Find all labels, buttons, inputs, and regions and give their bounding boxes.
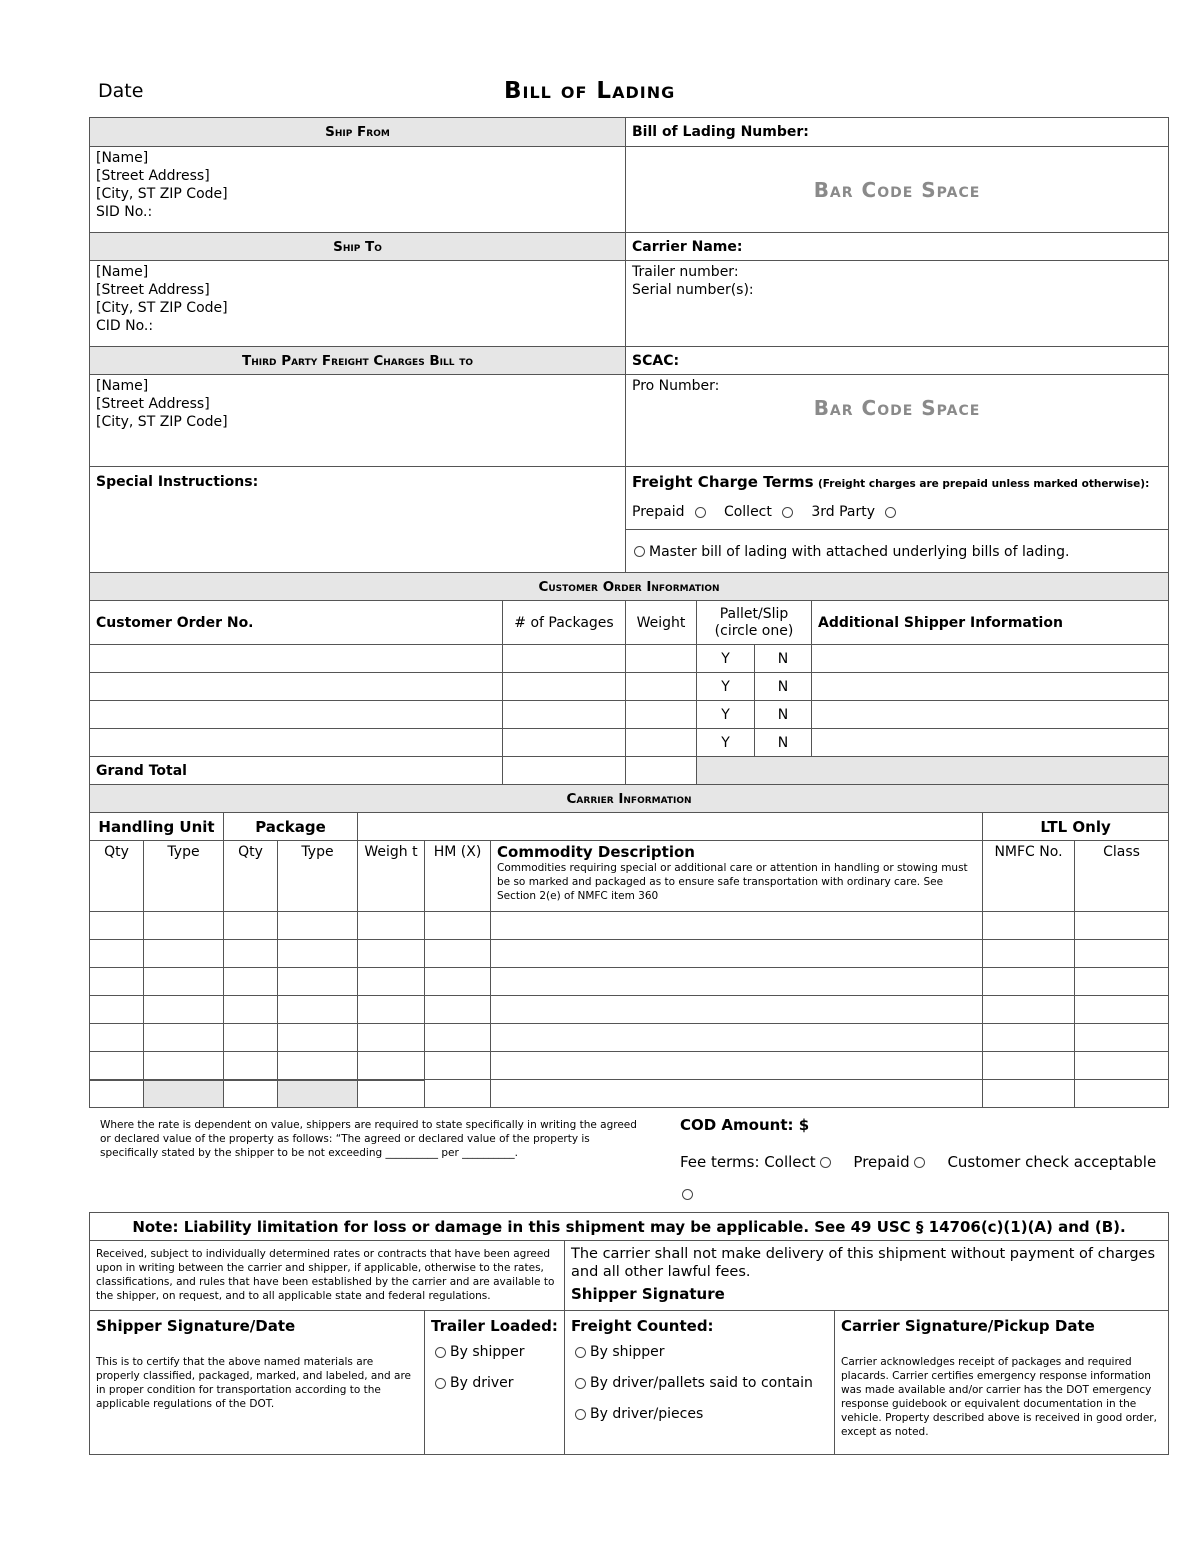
additional-info-cell[interactable] [812,729,1169,757]
hu-type-cell[interactable] [144,912,224,940]
pallet-no[interactable]: N [755,673,812,701]
nmfc-cell[interactable] [983,940,1075,968]
master-bol-radio[interactable] [634,546,645,557]
weight-header: Weight [626,601,697,645]
third-party-street: [Street Address] [96,396,210,412]
trailer-by-driver-radio[interactable] [435,1378,446,1389]
commodity-cell[interactable] [491,996,983,1024]
ship-to-street: [Street Address] [96,282,210,298]
hu-type-header: Type [144,841,224,912]
hu-qty-total[interactable] [90,1080,144,1108]
scac-label[interactable]: SCAC: [626,347,1169,375]
table-row [90,701,1169,729]
commodity-cell[interactable] [491,968,983,996]
hu-type-cell[interactable] [144,1024,224,1052]
hu-type-cell[interactable] [144,968,224,996]
trailer-loaded-label: Trailer Loaded: [431,1317,558,1335]
master-bol-text: Master bill of lading with attached underlying bills of lading. [649,543,1070,560]
delivery-signature-cell[interactable] [565,1241,1169,1311]
freight-counted-cell [565,1311,835,1455]
liability-note: Note: Liability limitation for loss or damage in this shipment may be applicable. See 49 USC § 14706(c)(1)(A) and (B). [90,1213,1169,1241]
fee-prepaid-label: Prepaid [853,1153,910,1171]
nmfc-cell[interactable] [983,968,1075,996]
special-instructions-label: Special Instructions: [96,474,259,490]
third-party-name: [Name] [96,378,149,394]
customer-check-label: Customer check acceptable [947,1153,1157,1171]
weight-cell[interactable] [358,996,425,1024]
pkg-qty-total[interactable] [224,1080,278,1108]
pkg-type-cell[interactable] [278,968,358,996]
prepaid-radio[interactable] [695,507,706,518]
hm-cell[interactable] [425,968,491,996]
weight-cell[interactable] [626,673,697,701]
counted-by-shipper-radio[interactable] [575,1347,586,1358]
nmfc-header: NMFC No. [983,841,1075,912]
ltl-only-header: LTL Only [983,813,1169,841]
pallet-no[interactable]: N [755,645,812,673]
hm-cell[interactable] [425,996,491,1024]
packages-header: # of Packages [503,601,626,645]
grand-total-shaded [697,757,1169,785]
pkg-type-shaded [278,1080,358,1108]
carrier-info-heading: Carrier Information [90,785,1169,813]
packages-cell[interactable] [503,645,626,673]
shipper-signature-date-label: Shipper Signature/Date [96,1317,296,1335]
packages-cell[interactable] [503,729,626,757]
hm-total [425,1080,491,1108]
weight-total[interactable] [358,1080,425,1108]
nmfc-cell[interactable] [983,1052,1075,1080]
carrier-total-row [90,1080,1169,1108]
customer-order-table [89,572,1169,785]
weight-cell[interactable] [358,1052,425,1080]
pkg-qty-cell[interactable] [224,1052,278,1080]
class-cell[interactable] [1075,912,1169,940]
table-row [90,645,1169,673]
freight-terms-note: (Freight charges are prepaid unless marked otherwise): [817,478,1150,490]
special-instructions-cell[interactable] [90,467,626,574]
additional-info-cell[interactable] [812,645,1169,673]
commodity-total [491,1080,983,1108]
bol-number-label[interactable]: Bill of Lading Number: [626,118,1169,147]
hu-type-cell[interactable] [144,996,224,1024]
shipper-signature-date-cell[interactable] [90,1311,425,1455]
trailer-by-shipper-radio[interactable] [435,1347,446,1358]
carrier-signature-cell[interactable] [835,1311,1169,1455]
shipper-signature-label: Shipper Signature [571,1285,725,1303]
hm-cell[interactable] [425,1052,491,1080]
commodity-note: Commodities requiring special or additional care or attention in handling or stowing must be so marked and packaged as to ensure safe transportation with ordinary care. See Section 2(e) of NMFC item 360 [497,862,968,902]
pkg-qty-cell[interactable] [224,940,278,968]
carrier-delivery-text: The carrier shall not make delivery of this shipment without payment of charges and all other lawful fees. [571,1246,1156,1280]
bol-bar-code-space: Bar Code Space [626,147,1169,233]
pro-number-cell[interactable] [626,375,1169,467]
hu-type-cell[interactable] [144,940,224,968]
hu-qty-cell[interactable] [90,940,144,968]
carrier-header-blank [358,813,983,841]
packages-cell[interactable] [503,673,626,701]
carrier-signature-label: Carrier Signature/Pickup Date [841,1317,1095,1335]
order-no-cell[interactable] [90,645,503,673]
declared-value-note: Where the rate is dependent on value, shippers are required to state specifically in writing the agreed or declared value of the property as follows: “The agreed or declared value of the property is specifically stated by the shipper to be not exceeding __________ per __________. [100,1119,637,1159]
third-party-heading: Third Party Freight Charges Bill to [90,347,626,375]
third-party-city: [City, ST ZIP Code] [96,414,228,430]
pkg-qty-header: Qty [224,841,278,912]
nmfc-cell[interactable] [983,912,1075,940]
hm-cell[interactable] [425,912,491,940]
freight-terms-label: Freight Charge Terms [632,473,814,491]
table-row [90,729,1169,757]
third-party-address[interactable] [90,375,626,467]
counted-by-driver-pallets-label: By driver/pallets said to contain [590,1375,813,1391]
collect-option-label: Collect [723,504,772,520]
commodity-cell[interactable] [491,1052,983,1080]
pallet-no[interactable]: N [755,701,812,729]
weight-cell[interactable] [358,1024,425,1052]
ship-to-name: [Name] [96,264,149,280]
customer-order-heading: Customer Order Information [90,573,1169,601]
class-cell[interactable] [1075,1024,1169,1052]
hu-qty-header: Qty [90,841,144,912]
hu-type-cell[interactable] [144,1052,224,1080]
order-no-cell[interactable] [90,673,503,701]
carrier-info-table [89,784,1169,1108]
carrier-name-label[interactable]: Carrier Name: [626,233,1169,261]
carrier-acknowledgement-text: Carrier acknowledges receipt of packages and required placards. Carrier certifies emergency response information was made available and/or carrier has the DOT emergency response guidebook or equivalent documentation in the vehicle. Property described above is received in good order, except as noted. [841,1356,1157,1438]
commodity-cell[interactable] [491,940,983,968]
weight-cell[interactable] [626,645,697,673]
table-row [90,968,1169,996]
ship-from-city: [City, ST ZIP Code] [96,186,228,202]
class-cell[interactable] [1075,996,1169,1024]
hu-qty-cell[interactable] [90,1024,144,1052]
pallet-yes[interactable]: Y [697,701,755,729]
counted-by-driver-pieces-label: By driver/pieces [590,1406,704,1422]
ship-from-name: [Name] [96,150,149,166]
fee-terms-collect-label: Fee terms: Collect [680,1153,816,1171]
commodity-cell[interactable] [491,1024,983,1052]
pallet-yes[interactable]: Y [697,645,755,673]
trailer-loaded-cell [425,1311,565,1455]
customer-order-no-header: Customer Order No. [90,601,503,645]
nmfc-total [983,1080,1075,1108]
ship-info-table [89,117,1169,574]
hm-header: HM (X) [425,841,491,912]
package-header: Package [224,813,358,841]
trailer-by-shipper-label: By shipper [450,1344,525,1360]
third-party-option-label: 3rd Party [811,504,876,520]
additional-info-cell[interactable] [812,701,1169,729]
weight-cell[interactable] [358,968,425,996]
page-title: Bill of Lading [504,78,676,104]
cod-amount-label[interactable]: COD Amount: $ [680,1116,810,1134]
fee-collect-radio[interactable] [820,1157,831,1168]
pkg-type-header: Type [278,841,358,912]
additional-shipper-info-header: Additional Shipper Information [812,601,1169,645]
ship-from-sid: SID No.: [96,204,153,220]
shipper-certification-text: This is to certify that the above named materials are properly classified, packaged, marked, and labeled, and are in proper condition for transportation according to the applicable regulations of the DOT. [96,1356,411,1410]
third-party-radio[interactable] [885,507,896,518]
pro-bar-code-space: Bar Code Space [813,396,981,420]
additional-info-cell[interactable] [812,673,1169,701]
order-no-cell[interactable] [90,729,503,757]
pkg-type-cell[interactable] [278,912,358,940]
trailer-serial-cell[interactable] [626,261,1169,347]
ship-to-cid: CID No.: [96,318,154,334]
class-total [1075,1080,1169,1108]
pkg-type-cell[interactable] [278,940,358,968]
grand-total-packages[interactable] [503,757,626,785]
master-bol-cell [626,530,1169,574]
trailer-by-driver-label: By driver [450,1375,514,1391]
counted-by-shipper-label: By shipper [590,1344,665,1360]
class-header: Class [1075,841,1169,912]
hu-qty-cell[interactable] [90,912,144,940]
hm-cell[interactable] [425,1024,491,1052]
pallet-yes[interactable]: Y [697,673,755,701]
liability-table [89,1212,1169,1455]
weight-column-header: Weigh t [358,841,425,912]
hu-type-shaded [144,1080,224,1108]
table-row [90,912,1169,940]
received-text: Received, subject to individually determined rates or contracts that have been agreed upon in writing between the carrier and shipper, if applicable, otherwise to the rates, classifications, and rules that have been established by the carrier and are available to the shipper, on request, and to all applicable state and federal regulations. [90,1241,565,1311]
cod-section [680,1116,1160,1210]
pkg-type-cell[interactable] [278,1024,358,1052]
counted-by-driver-pallets-radio[interactable] [575,1378,586,1389]
class-cell[interactable] [1075,1052,1169,1080]
table-row [90,996,1169,1024]
table-row [90,940,1169,968]
pro-number-label: Pro Number: [632,378,720,394]
weight-cell[interactable] [358,940,425,968]
pkg-qty-cell[interactable] [224,912,278,940]
collect-radio[interactable] [782,507,793,518]
pallet-no[interactable]: N [755,729,812,757]
weight-cell[interactable] [626,701,697,729]
hu-qty-cell[interactable] [90,1052,144,1080]
pallet-yes[interactable]: Y [697,729,755,757]
ship-to-heading: Ship To [90,233,626,261]
hm-cell[interactable] [425,940,491,968]
customer-check-radio[interactable] [682,1189,693,1200]
commodity-header [491,841,983,912]
ship-from-address[interactable] [90,147,626,233]
ship-to-city: [City, ST ZIP Code] [96,300,228,316]
commodity-title: Commodity Description [497,843,695,861]
ship-to-address[interactable] [90,261,626,347]
pkg-qty-cell[interactable] [224,968,278,996]
freight-terms-cell [626,467,1169,530]
order-no-cell[interactable] [90,701,503,729]
nmfc-cell[interactable] [983,1024,1075,1052]
pkg-type-cell[interactable] [278,1052,358,1080]
pkg-qty-cell[interactable] [224,1024,278,1052]
pallet-slip-header: Pallet/Slip (circle one) [697,601,812,645]
ship-from-heading: Ship From [90,118,626,147]
hu-qty-cell[interactable] [90,968,144,996]
fee-prepaid-radio[interactable] [914,1157,925,1168]
trailer-number-label: Trailer number: [632,264,739,280]
table-row [90,673,1169,701]
pkg-qty-cell[interactable] [224,996,278,1024]
class-cell[interactable] [1075,940,1169,968]
counted-by-driver-pieces-radio[interactable] [575,1409,586,1420]
pkg-type-cell[interactable] [278,996,358,1024]
weight-cell[interactable] [626,729,697,757]
grand-total-label: Grand Total [90,757,503,785]
commodity-cell[interactable] [491,912,983,940]
freight-counted-label: Freight Counted: [571,1317,714,1335]
serial-numbers-label: Serial number(s): [632,282,754,298]
table-row [90,1052,1169,1080]
handling-unit-header: Handling Unit [90,813,224,841]
grand-total-weight[interactable] [626,757,697,785]
ship-from-street: [Street Address] [96,168,210,184]
table-row [90,1024,1169,1052]
packages-cell[interactable] [503,701,626,729]
class-cell[interactable] [1075,968,1169,996]
hu-qty-cell[interactable] [90,996,144,1024]
weight-cell[interactable] [358,912,425,940]
date-label: Date [98,80,144,102]
nmfc-cell[interactable] [983,996,1075,1024]
prepaid-option-label: Prepaid [632,504,685,520]
